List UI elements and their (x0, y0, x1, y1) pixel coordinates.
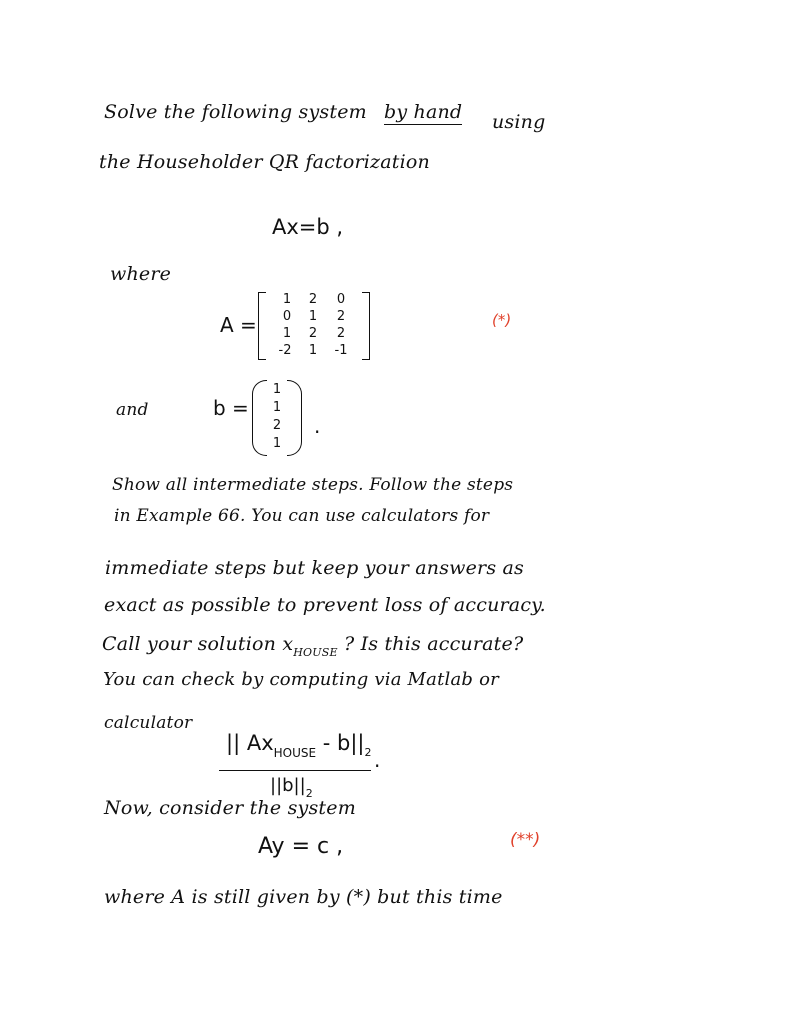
matrix-left-bracket (258, 292, 266, 360)
matrix-cell: 0 (336, 292, 346, 307)
label-star: (*) (492, 311, 512, 329)
subscript-house: HOUSE (293, 646, 338, 659)
vector-right-paren (287, 380, 302, 456)
numerator-b: - b|| (322, 731, 365, 755)
matrix-cell: 2 (308, 326, 318, 341)
text-now-consider: Now, consider the system (104, 797, 356, 819)
matrix-cell: -1 (334, 343, 348, 358)
equation-ay-c: Ay = c , (258, 834, 344, 859)
text-where: where (110, 263, 172, 285)
text-last-line: where A is still given by (*) but this time (104, 886, 503, 908)
matrix-cell: 2 (336, 326, 346, 341)
matrix-cell: 1 (282, 326, 292, 341)
text-immediate-2: exact as possible to prevent loss of accuracy. (104, 594, 546, 616)
fraction-bar (219, 770, 371, 771)
matrix-a (258, 292, 370, 360)
matrix-cell: 2 (308, 292, 318, 307)
matrix-cell: 1 (308, 343, 318, 358)
label-double-star: (**) (510, 830, 541, 850)
vector-b-label: b = (213, 396, 249, 420)
vector-period: . (314, 414, 321, 438)
vector-b (252, 380, 302, 456)
vector-cell: 1 (272, 382, 282, 397)
fraction-numerator (226, 731, 372, 760)
vector-cell: 2 (272, 418, 282, 433)
text-line-1c: using (492, 111, 546, 133)
text-calculator: calculator (104, 713, 193, 733)
matrix-cell: -2 (278, 343, 292, 358)
fraction-denominator (270, 775, 313, 800)
matrix-cell: 1 (308, 309, 318, 324)
text-call-solution (102, 633, 524, 659)
matrix-cell: 0 (282, 309, 292, 324)
text-call-a: Call your solution x (102, 633, 294, 655)
fraction-period: . (374, 748, 381, 772)
text-show-2: in Example 66. You can use calculators for (114, 506, 490, 526)
vector-cell: 1 (272, 436, 282, 451)
numerator-subscript-house: HOUSE (273, 746, 317, 760)
text-line-1a: Solve the following system (104, 101, 367, 123)
vector-cell: 1 (272, 400, 282, 415)
text-immediate-1: immediate steps but keep your answers as (105, 557, 525, 579)
denominator-norm-2: 2 (305, 787, 313, 800)
matrix-cell: 1 (282, 292, 292, 307)
matrix-a-label: A = (220, 313, 257, 337)
numerator-a: || Ax (226, 731, 274, 755)
text-show-1: Show all intermediate steps. Follow the steps (112, 475, 514, 495)
text-line-2: the Householder QR factorization (99, 151, 430, 173)
equation-ax-b: Ax=b , (272, 215, 344, 239)
text-check: You can check by computing via Matlab or (103, 669, 499, 690)
text-call-b: ? Is this accurate? (343, 633, 524, 655)
matrix-right-bracket (362, 292, 370, 360)
text-and: and (116, 400, 149, 420)
denominator-b: ||b|| (270, 775, 306, 796)
numerator-norm-2: 2 (364, 746, 372, 759)
vector-left-paren (252, 380, 267, 456)
text-line-1b-underlined: by hand (384, 101, 463, 123)
matrix-cell: 2 (336, 309, 346, 324)
